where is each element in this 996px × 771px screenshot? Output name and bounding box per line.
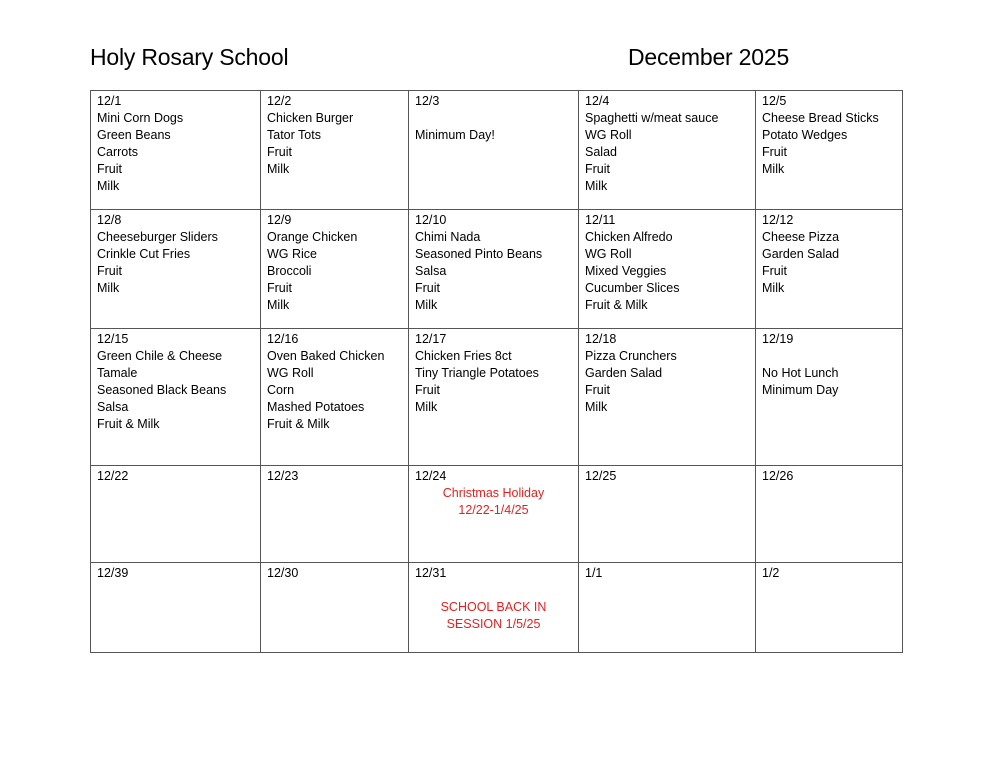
menu-item: Fruit & Milk xyxy=(585,298,648,312)
menu-item: Seasoned Black Beans xyxy=(97,383,227,397)
menu-item: Minimum Day xyxy=(762,383,839,397)
menu-item: Seasoned Pinto Beans xyxy=(415,247,543,261)
menu-item: Fruit xyxy=(267,145,292,159)
menu-item: Milk xyxy=(267,162,290,176)
menu-item: Green Chile & Cheese xyxy=(97,349,223,363)
day-cell xyxy=(409,210,579,329)
day-date: 12/1 xyxy=(97,94,122,108)
week-row xyxy=(91,210,903,329)
school-name: Holy Rosary School xyxy=(90,44,289,70)
menu-item: Garden Salad xyxy=(762,247,840,261)
menu-item: Milk xyxy=(762,162,785,176)
menu-item: Fruit xyxy=(415,281,440,295)
day-date: 12/8 xyxy=(97,213,122,227)
holiday-dates-note: 12/22-1/4/25 xyxy=(458,503,529,517)
menu-item: Fruit & Milk xyxy=(267,417,330,431)
day-date: 12/9 xyxy=(267,213,292,227)
day-date: 12/26 xyxy=(762,469,794,483)
day-cell xyxy=(579,329,756,466)
day-cell xyxy=(261,329,409,466)
back-in-session-note: SCHOOL BACK IN xyxy=(440,600,547,614)
menu-item: Carrots xyxy=(97,145,138,159)
day-cell xyxy=(579,210,756,329)
day-date: 12/19 xyxy=(762,332,794,346)
day-date: 12/4 xyxy=(585,94,610,108)
day-date: 12/23 xyxy=(267,469,299,483)
menu-item: Chicken Alfredo xyxy=(585,230,673,244)
day-cell xyxy=(91,91,261,210)
day-date: 1/2 xyxy=(762,566,780,580)
menu-item: Mashed Potatoes xyxy=(267,400,365,414)
day-cell xyxy=(756,329,903,466)
menu-item: Tiny Triangle Potatoes xyxy=(415,366,539,380)
menu-item: Salsa xyxy=(415,264,447,278)
menu-item: Milk xyxy=(762,281,785,295)
day-date: 1/1 xyxy=(585,566,603,580)
day-cell xyxy=(409,91,579,210)
menu-item: Milk xyxy=(97,179,120,193)
week-row xyxy=(91,466,903,563)
menu-item: Tator Tots xyxy=(267,128,321,142)
day-cell xyxy=(579,466,756,563)
menu-item: Fruit & Milk xyxy=(97,417,160,431)
spacer xyxy=(415,582,572,599)
month-title: December 2025 xyxy=(628,44,790,70)
menu-item: Salad xyxy=(585,145,617,159)
day-date: 12/11 xyxy=(585,213,616,227)
menu-item: No Hot Lunch xyxy=(762,366,839,380)
lunch-menu-calendar xyxy=(90,90,903,653)
menu-item: Potato Wedges xyxy=(762,128,848,142)
day-cell xyxy=(409,466,579,563)
day-cell xyxy=(756,563,903,653)
day-cell xyxy=(756,91,903,210)
menu-item: Salsa xyxy=(97,400,129,414)
menu-item: Fruit xyxy=(97,264,122,278)
day-cell xyxy=(91,466,261,563)
day-cell xyxy=(91,210,261,329)
menu-item: Pizza Crunchers xyxy=(585,349,677,363)
menu-item: Milk xyxy=(585,400,608,414)
day-cell xyxy=(756,466,903,563)
menu-item: Fruit xyxy=(585,162,610,176)
day-cell xyxy=(91,329,261,466)
back-in-session-date-note: SESSION 1/5/25 xyxy=(446,617,541,631)
week-row xyxy=(91,329,903,466)
menu-item: Garden Salad xyxy=(585,366,663,380)
day-cell xyxy=(579,563,756,653)
menu-item: Fruit xyxy=(762,145,787,159)
spacer xyxy=(415,110,572,127)
day-date: 12/16 xyxy=(267,332,299,346)
menu-item: Crinkle Cut Fries xyxy=(97,247,191,261)
day-date: 12/3 xyxy=(415,94,440,108)
day-date: 12/17 xyxy=(415,332,447,346)
day-date: 12/12 xyxy=(762,213,794,227)
day-cell xyxy=(579,91,756,210)
menu-item: Cheese Pizza xyxy=(762,230,840,244)
menu-item: Fruit xyxy=(415,383,440,397)
menu-item: Mini Corn Dogs xyxy=(97,111,184,125)
menu-item: Chicken Fries 8ct xyxy=(415,349,512,363)
day-cell xyxy=(261,91,409,210)
menu-item: WG Roll xyxy=(267,366,314,380)
week-row xyxy=(91,563,903,653)
week-row xyxy=(91,91,903,210)
menu-item: Broccoli xyxy=(267,264,312,278)
day-cell xyxy=(91,563,261,653)
spacer xyxy=(762,348,896,365)
menu-item: Green Beans xyxy=(97,128,171,142)
menu-item: WG Roll xyxy=(585,128,632,142)
menu-item: Chimi Nada xyxy=(415,230,481,244)
menu-item: Mixed Veggies xyxy=(585,264,667,278)
day-date: 12/18 xyxy=(585,332,617,346)
day-date: 12/10 xyxy=(415,213,447,227)
day-cell xyxy=(409,329,579,466)
menu-item: Corn xyxy=(267,383,295,397)
day-date: 12/22 xyxy=(97,469,129,483)
menu-item: Tamale xyxy=(97,366,138,380)
day-cell xyxy=(261,466,409,563)
menu-item: Chicken Burger xyxy=(267,111,354,125)
day-date: 12/2 xyxy=(267,94,292,108)
day-date: 12/25 xyxy=(585,469,617,483)
day-cell xyxy=(409,563,579,653)
menu-item: Fruit xyxy=(585,383,610,397)
holiday-note: Christmas Holiday xyxy=(442,486,545,500)
day-date: 12/5 xyxy=(762,94,787,108)
menu-item: Fruit xyxy=(97,162,122,176)
menu-item: Fruit xyxy=(762,264,787,278)
menu-item: Fruit xyxy=(267,281,292,295)
menu-item: Orange Chicken xyxy=(267,230,358,244)
day-cell xyxy=(261,563,409,653)
menu-item: Cucumber Slices xyxy=(585,281,680,295)
day-date: 12/39 xyxy=(97,566,129,580)
day-date: 12/31 xyxy=(415,566,447,580)
day-cell xyxy=(261,210,409,329)
menu-item: Milk xyxy=(267,298,290,312)
menu-item: Minimum Day! xyxy=(415,128,495,142)
menu-item: WG Rice xyxy=(267,247,317,261)
day-date: 12/30 xyxy=(267,566,299,580)
menu-item: Milk xyxy=(97,281,120,295)
menu-item: Milk xyxy=(585,179,608,193)
day-date: 12/24 xyxy=(415,469,447,483)
menu-item: Milk xyxy=(415,400,438,414)
menu-item: Oven Baked Chicken xyxy=(267,349,385,363)
menu-item: Cheese Bread Sticks xyxy=(762,111,879,125)
day-cell xyxy=(756,210,903,329)
menu-item: Spaghetti w/meat sauce xyxy=(585,111,719,125)
menu-item: WG Roll xyxy=(585,247,632,261)
menu-item: Cheeseburger Sliders xyxy=(97,230,218,244)
menu-item: Milk xyxy=(415,298,438,312)
day-date: 12/15 xyxy=(97,332,129,346)
